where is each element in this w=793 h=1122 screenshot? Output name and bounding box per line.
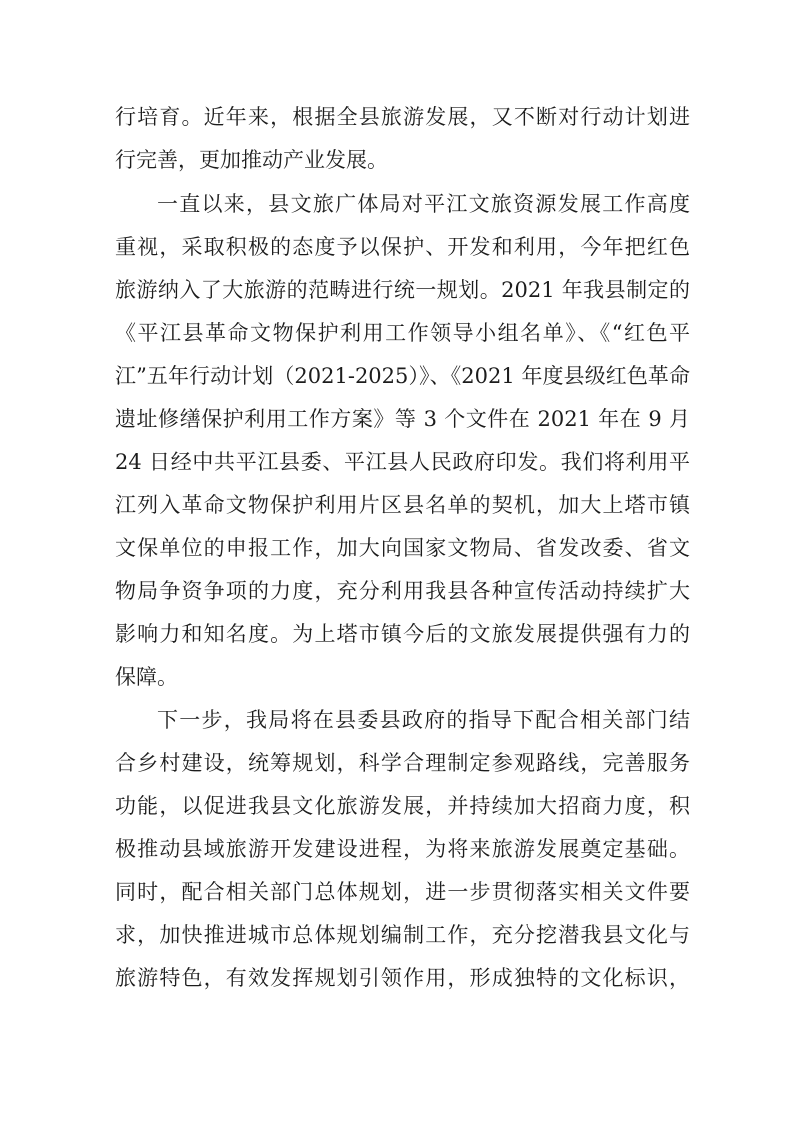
paragraph-3-line-2: 合乡村建设，统筹规划，科学合理制定参观路线，完善服务 [115, 751, 690, 775]
paragraph-2-line-3: 旅游纳入了大旅游的范畴进行统一规划。2021 年我县制定的 [115, 278, 690, 302]
paragraph-2-line-12: 保障。 [115, 665, 178, 689]
paragraph-2-line-7: 24 日经中共平江县委、平江县人民政府印发。我们将利用平 [115, 450, 690, 474]
paragraph-3-line-4: 极推动县域旅游开发建设进程，为将来旅游发展奠定基础。 [115, 837, 690, 861]
paragraph-3-line-1: 下一步，我局将在县委县政府的指导下配合相关部门结 [157, 708, 690, 732]
paragraph-3-line-7: 旅游特色，有效发挥规划引领作用，形成独特的文化标识， [115, 966, 690, 990]
paragraph-2-line-9: 文保单位的申报工作，加大向国家文物局、省发改委、省文 [115, 536, 690, 560]
paragraph-2-line-6: 遗址修缮保护利用工作方案》等 3 个文件在 2021 年在 9 月 [115, 407, 690, 431]
paragraph-1-line-2: 行完善，更加推动产业发展。 [115, 148, 388, 172]
paragraph-2-line-11: 影响力和知名度。为上塔市镇今后的文旅发展提供强有力的 [115, 622, 690, 646]
paragraph-2-line-10: 物局争资争项的力度，充分利用我县各种宣传活动持续扩大 [115, 579, 690, 603]
paragraph-2-line-2: 重视，采取积极的态度予以保护、开发和利用，今年把红色 [115, 235, 690, 259]
paragraph-2-line-5: 江”五年行动计划（2021-2025）》、《2021 年度县级红色革命 [115, 364, 690, 388]
paragraph-2-line-4: 《平江县革命文物保护利用工作领导小组名单》、《“红色平 [115, 321, 690, 345]
paragraph-3-line-6: 求，加快推进城市总体规划编制工作，充分挖潜我县文化与 [115, 923, 690, 947]
paragraph-3-line-5: 同时，配合相关部门总体规划，进一步贯彻落实相关文件要 [115, 880, 690, 904]
paragraph-3-line-3: 功能，以促进我县文化旅游发展，并持续加大招商力度，积 [115, 794, 690, 818]
paragraph-2-line-1: 一直以来，县文旅广体局对平江文旅资源发展工作高度 [157, 192, 690, 216]
paragraph-1-line-1: 行培育。近年来，根据全县旅游发展，又不断对行动计划进 [115, 105, 690, 129]
paragraph-2-line-8: 江列入革命文物保护利用片区县名单的契机，加大上塔市镇 [115, 493, 690, 517]
